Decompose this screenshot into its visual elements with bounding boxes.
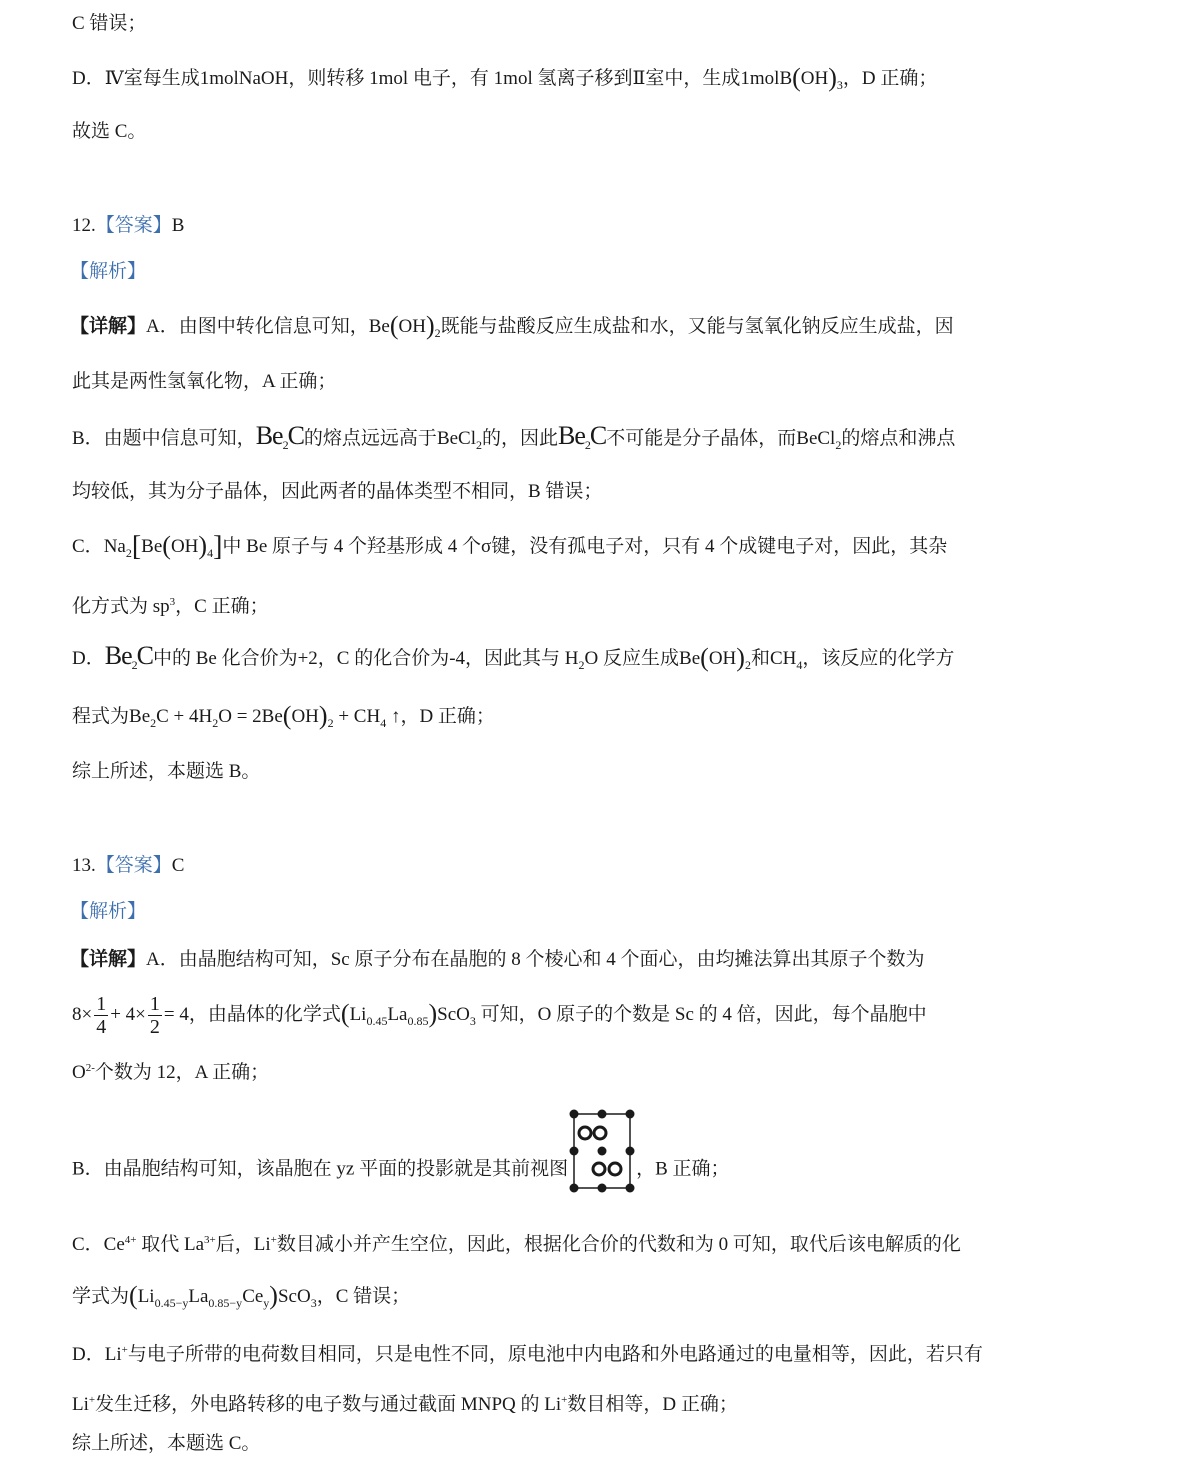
text: B．由题中信息可知， [72, 428, 256, 449]
q12-answer-line [72, 212, 184, 240]
text: 数目减小并产生空位，因此，根据化合价的代数和为 0 可知，取代后该电解质的化 [276, 1234, 961, 1255]
detail-label: 【详解】 [70, 316, 147, 337]
text: ，D 正确； [842, 68, 938, 89]
formula-be2c: $Be_2C$ [255, 421, 304, 452]
text: B．由晶胞结构可知，该晶胞在 yz 平面的投影就是其前视图 [72, 1158, 569, 1180]
text: 故选 C。 [72, 121, 147, 142]
text: ，D 正确； [400, 706, 495, 727]
formula-be2c: $Be_2C$ [558, 421, 607, 452]
formula: $(Li_{0.45}La_{0.85})ScO_3$ [340, 999, 476, 1028]
text: D．Ⅳ室每生成 [72, 68, 200, 89]
gas-arrow-icon: ↑ [386, 706, 401, 727]
q11-c-line [72, 10, 146, 38]
q13-d-line1: D．Li+与电子所带的电荷数目相同，只是电性不同，原电池中内电路和外电路通过的电量相等，因此，若只有 [72, 1344, 983, 1365]
superscript: 3 [169, 596, 176, 608]
answer-label: 【答案】 [95, 215, 172, 236]
text: 既能与盐酸反应生成盐和水，又能与氢氧化钠反应生成盐，因 [440, 316, 954, 337]
text: 【解析】 [70, 901, 147, 922]
formula: $Na_2[Be(OH)_4]$ [103, 531, 223, 562]
text: 的熔点远远高于 [303, 428, 437, 449]
q13-c-line1: C．$Ce^{4+}$ 取代 $La^{3+}$后，Li+数目减小并产生空位，因此，根据化合价的代数和为 0 可知，取代后该电解质的化 [72, 1234, 961, 1255]
text: 的熔点和沸点 [841, 428, 956, 449]
text: 和 [750, 648, 770, 669]
text: D． [72, 648, 105, 669]
text: 可知，O 原子的个数是 Sc 的 4 倍，因此，每个晶胞中 [475, 1004, 927, 1025]
formula: $(Li_{0.45-y}La_{0.85-y}Ce_y)ScO_3$ [129, 1281, 317, 1310]
text: ，B 正确； [636, 1158, 730, 1180]
q13-a-line2 [72, 990, 927, 1045]
q13-a-line1 [70, 946, 925, 974]
formula-becl2: BeCl$_2$ [436, 428, 482, 452]
formula-becl2: BeCl$_2$ [796, 428, 842, 452]
question-number: 12. [72, 215, 96, 236]
q13-b-line [72, 1108, 730, 1194]
text: 此其是两性氢氧化物，A 正确； [72, 371, 337, 392]
formula: $Be(OH)_2$ [679, 643, 751, 672]
formula: 1molNaOH [199, 68, 289, 89]
detail-label: 【详解】 [70, 949, 147, 970]
text: ，C 错误； [316, 1286, 411, 1307]
text: ，C 正确； [175, 596, 269, 617]
text: 中 Be 原子与 4 个羟基形成 4 个σ键，没有孤电子对，只有 4 个成键电子对，因此，其杂 [222, 536, 948, 557]
text: 综上所述，本题选 C。 [72, 1433, 261, 1454]
text: 个数为 12，A 正确； [94, 1062, 270, 1083]
question-number: 13. [72, 855, 96, 876]
formula-ch4: $CH_4$ [769, 648, 803, 672]
text: 不可能是分子晶体，而 [606, 428, 797, 449]
q12-c-line1 [72, 532, 947, 567]
formula: $Be(OH)_2$ [368, 311, 441, 340]
q12-a-line2 [72, 368, 336, 396]
q12-a-line1 [70, 312, 954, 347]
q13-analysis-label [70, 898, 146, 926]
text: 与电子所带的电荷数目相同，只是电性不同，原电池中内电路和外电路通过的电量相等，因此，若只有 [127, 1344, 983, 1365]
equation: $Be_2C + 4H_2O = 2Be(OH)_2 + CH_4$ ↑ [129, 701, 401, 730]
formula: $1molB(OH)_3$ [740, 63, 843, 92]
text: 化方式为 sp [72, 596, 170, 617]
text: 的，因此 [482, 428, 559, 449]
text: 数目相等，D 正确； [567, 1394, 738, 1415]
q12-analysis-label [70, 258, 146, 286]
q11-d-line [72, 64, 937, 99]
text: 反应生成 [598, 648, 680, 669]
text: 【解析】 [70, 261, 147, 282]
text: 均较低，其为分子晶体，因此两者的晶体类型不相同，B 错误； [72, 481, 603, 502]
text: 学式为 [72, 1286, 130, 1307]
text: 综上所述，本题选 B。 [72, 761, 261, 782]
answer-label: 【答案】 [95, 855, 172, 876]
text: C． [72, 536, 104, 557]
q13-answer-line [72, 852, 184, 880]
q12-b-line2 [72, 478, 602, 506]
q13-conclusion [72, 1430, 260, 1458]
q12-b-line1 [72, 422, 955, 459]
calculation: 8× $\frac{1}{4}$ + 4× $\frac{1}{2}$ = 4 [72, 993, 189, 1039]
text: 程式为 [72, 706, 130, 727]
text: 中的 Be 化合价为+2，C 的化合价为-4，因此其与 [152, 648, 565, 669]
formula-be2c: $Be_2C$ [104, 641, 153, 672]
text: ，则转移 1mol 电子，有 1mol 氢离子移到Ⅱ室中，生成 [288, 68, 741, 89]
text: A．由图中转化信息可知， [146, 316, 369, 337]
text: C 错误； [72, 13, 147, 34]
crystal-projection-diagram [568, 1108, 636, 1232]
text: ，该反应的化学方 [802, 648, 955, 669]
answer-value: B [171, 215, 185, 236]
q11-conclusion [72, 118, 146, 146]
text: A．由晶胞结构可知，Sc 原子分布在晶胞的 8 个棱心和 4 个面心，由均摊法算出其原子个数为 [146, 949, 925, 970]
q13-d-line2: Li+发生迁移，外电路转移的电子数与通过截面 MNPQ 的 Li+数目相等，D 正确； [72, 1394, 738, 1415]
q13-a-line3: $O^{2-}$个数为 12，A 正确； [72, 1062, 270, 1083]
q12-conclusion [72, 758, 260, 786]
q12-c-line2 [72, 588, 269, 621]
text: ，由晶体的化学式 [188, 1004, 341, 1025]
q12-d-line2 [72, 702, 495, 737]
formula-h2o: $H_2O$ [564, 648, 599, 672]
answer-value: C [171, 855, 185, 876]
q13-c-line2 [72, 1282, 410, 1317]
q12-d-line1 [72, 642, 954, 679]
